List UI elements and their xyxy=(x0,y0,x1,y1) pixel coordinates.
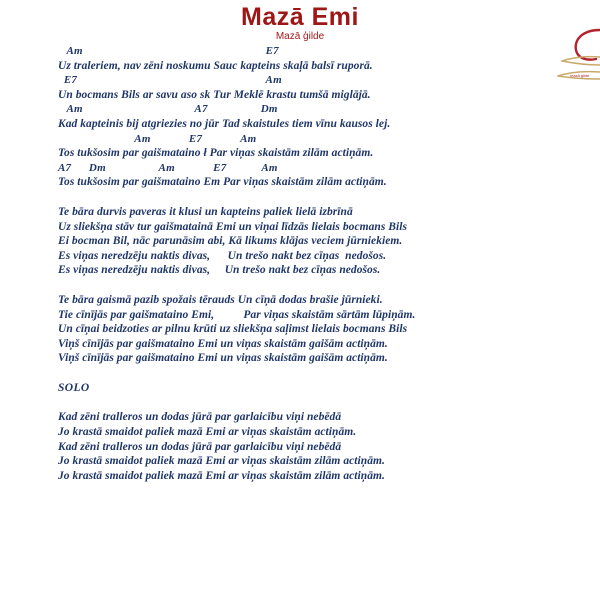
chord-line: E7 Am xyxy=(58,74,282,87)
lyric-line: Kad kapteinis bij atgriezies no jūr Tad skaistules tiem vīnu kausos lej. xyxy=(58,117,391,130)
verse-spacer xyxy=(58,395,590,410)
lyric-line: Tos tukšosim par gaišmataino Em Par viņas skaistām zilām actiņām. xyxy=(58,176,387,189)
chord-line: A7 Dm Am E7 Am xyxy=(58,161,278,174)
verse-block-3 xyxy=(58,293,590,366)
verse-spacer xyxy=(58,278,590,293)
lyric-line: Es viņas neredzēju naktis divas, Un trešo nakt bez cīņas nedošos. xyxy=(58,249,387,262)
lyric-line: Un bocmans Bils ar savu aso sk Tur Meklē krastu tumšā miglājā. xyxy=(58,88,371,101)
song-sheet xyxy=(0,44,600,483)
chord-line: Am E7 xyxy=(58,45,279,57)
lyric-line: Tos tukšosim par gaišmataino ł Par viņas skaistām zilām actiņām. xyxy=(58,147,374,160)
lyric-line: Jo krastā smaidot paliek mazā Emi ar viņas skaistām zilām actiņām. xyxy=(58,455,385,468)
lyric-line: Uz traleriem, nav zēni noskumu Sauc kapteins skaļā balsī ruporā. xyxy=(58,59,373,72)
solo-block xyxy=(58,381,590,396)
lyric-line: Viņš cīnījās par gaišmataino Emi un viņas skaistām gaišām actiņām. xyxy=(58,352,388,365)
lyric-line: Un cīņai beidzoties ar pilnu krūti uz sliekšņa saļimst lielais bocmans Bils xyxy=(58,323,408,336)
lyric-line: Viņš cīnījās par gaišmataino Emi un viņas skaistām gaišām actiņām. xyxy=(58,337,388,350)
lyric-line: Uz sliekšņa stāv tur gaišmatainā Emi un viņai līdzās lielais bocmans Bils xyxy=(58,220,408,233)
verse-block-2 xyxy=(58,205,590,278)
verse-block-4 xyxy=(58,410,590,483)
lyric-line: Ei bocman Bil, nāc parunāsim abi, Kā likums klājas veciem jūrniekiem. xyxy=(58,235,403,248)
chord-line: Am A7 Dm xyxy=(58,103,278,116)
lyric-line: Es viņas neredzēju naktis divas, Un trešo nakt bez cīņas nedošos. xyxy=(58,264,381,277)
verse-spacer xyxy=(58,366,590,381)
chord-line: Am E7 Am xyxy=(58,132,257,145)
lyric-line: Te bāra durvis paveras it klusi un kapteins paliek lielā izbrīnā xyxy=(58,205,353,218)
verse-spacer xyxy=(58,190,590,205)
lyric-line: Jo krastā smaidot paliek mazā Emi ar viņas skaistām zilām actiņām. xyxy=(58,469,385,482)
lyric-line: Kad zēni tralleros un dodas jūrā par garlaicību viņi nebēdā xyxy=(58,440,342,453)
page-subtitle: Mazā ģilde xyxy=(275,31,325,43)
page-header xyxy=(0,0,600,42)
lyric-line: Kad zēni tralleros un dodas jūrā par garlaicību viņi nebēdā xyxy=(58,411,342,424)
verse-block-1 xyxy=(58,44,590,190)
lyric-line: Te bāra gaismā pazib spožais tērauds Un cīņā dodas brašie jūrnieki. xyxy=(58,293,383,306)
lyric-line: Jo krastā smaidot paliek mazā Emi ar viņas skaistām actiņām. xyxy=(58,426,357,439)
svg-text:mazā ģilde: mazā ģilde xyxy=(570,73,590,78)
page-title: Mazā Emi xyxy=(241,3,359,31)
lyric-line: Tie cīnījās par gaišmataino Emi, Par viņas skaistām sārtām lūpiņām. xyxy=(58,308,416,321)
solo-label: SOLO xyxy=(58,381,90,394)
